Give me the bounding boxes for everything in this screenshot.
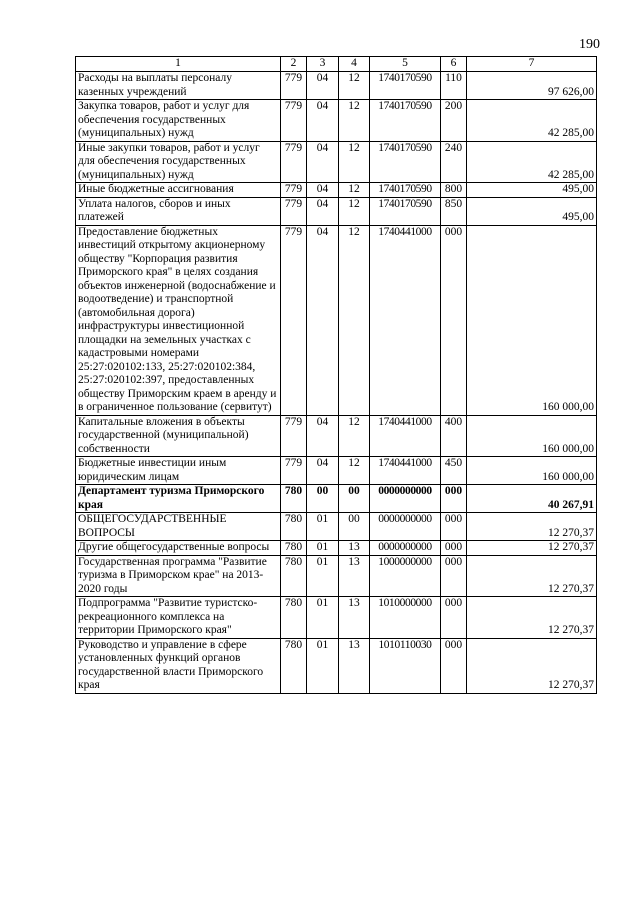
table-row [76,197,597,225]
page-number: 190 [579,37,600,52]
ministry-code: 779 [281,415,307,457]
section-code: 04 [307,225,339,415]
expense-type-code: 000 [441,513,467,541]
subsection-code: 12 [339,72,370,100]
table-row [76,555,597,597]
expense-type-code: 240 [441,141,467,183]
ministry-code: 779 [281,141,307,183]
row-name: Другие общегосударственные вопросы [76,541,281,556]
section-code: 04 [307,457,339,485]
section-code: 04 [307,141,339,183]
section-code: 04 [307,183,339,198]
amount: 12 270,37 [467,597,597,639]
ministry-code: 779 [281,72,307,100]
section-code: 01 [307,638,339,693]
subsection-code: 13 [339,638,370,693]
target-code: 1000000000 [370,555,441,597]
target-code: 1010000000 [370,597,441,639]
row-name: Иные бюджетные ассигнования [76,183,281,198]
subsection-code: 12 [339,415,370,457]
expense-type-code: 000 [441,638,467,693]
table-row [76,638,597,693]
target-code: 1740441000 [370,415,441,457]
ministry-code: 780 [281,638,307,693]
amount: 97 626,00 [467,72,597,100]
column-header: 1 [76,57,281,72]
section-code: 04 [307,72,339,100]
table-row [76,513,597,541]
table-row [76,72,597,100]
row-name: Руководство и управление в сфере установленных функций органов государственной власти Приморского края [76,638,281,693]
column-header: 4 [339,57,370,72]
amount: 160 000,00 [467,225,597,415]
ministry-code: 779 [281,225,307,415]
ministry-code: 780 [281,485,307,513]
target-code: 1740170590 [370,197,441,225]
column-header: 6 [441,57,467,72]
amount: 12 270,37 [467,555,597,597]
amount: 42 285,00 [467,100,597,142]
row-name: Подпрограмма "Развитие туристско-рекреационного комплекса на территории Приморского края" [76,597,281,639]
subsection-code: 12 [339,183,370,198]
target-code: 1010110030 [370,638,441,693]
target-code: 0000000000 [370,513,441,541]
subsection-code: 13 [339,555,370,597]
subsection-code: 13 [339,541,370,556]
amount: 40 267,91 [467,485,597,513]
target-code: 1740170590 [370,100,441,142]
amount: 42 285,00 [467,141,597,183]
amount: 495,00 [467,183,597,198]
subsection-code: 12 [339,457,370,485]
section-code: 04 [307,100,339,142]
expense-type-code: 850 [441,197,467,225]
row-name: Расходы на выплаты персоналу казенных учреждений [76,72,281,100]
table-row [76,597,597,639]
expense-type-code: 000 [441,597,467,639]
ministry-code: 779 [281,183,307,198]
table-row [76,415,597,457]
expense-type-code: 450 [441,457,467,485]
expense-type-code: 000 [441,555,467,597]
target-code: 1740170590 [370,141,441,183]
row-name: Государственная программа "Развитие туризма в Приморском крае" на 2013-2020 годы [76,555,281,597]
ministry-code: 779 [281,100,307,142]
table-header-row [76,57,597,72]
subsection-code: 00 [339,513,370,541]
target-code: 1740441000 [370,457,441,485]
column-header: 2 [281,57,307,72]
amount: 12 270,37 [467,541,597,556]
expense-type-code: 000 [441,485,467,513]
expense-type-code: 200 [441,100,467,142]
table-row [76,541,597,556]
table-row [76,457,597,485]
expense-type-code: 110 [441,72,467,100]
target-code: 0000000000 [370,485,441,513]
ministry-code: 780 [281,597,307,639]
column-header: 3 [307,57,339,72]
row-name: Капитальные вложения в объекты государственной (муниципальной) собственности [76,415,281,457]
target-code: 1740170590 [370,183,441,198]
subsection-code: 12 [339,141,370,183]
amount: 495,00 [467,197,597,225]
amount: 12 270,37 [467,513,597,541]
expense-type-code: 000 [441,541,467,556]
row-name: Бюджетные инвестиции иным юридическим лицам [76,457,281,485]
subsection-code: 12 [339,197,370,225]
ministry-code: 779 [281,197,307,225]
section-code: 01 [307,513,339,541]
column-header: 5 [370,57,441,72]
section-code: 04 [307,197,339,225]
subsection-code: 12 [339,225,370,415]
section-code: 01 [307,555,339,597]
ministry-code: 780 [281,555,307,597]
ministry-code: 779 [281,457,307,485]
amount: 12 270,37 [467,638,597,693]
section-code: 01 [307,597,339,639]
expense-type-code: 000 [441,225,467,415]
row-name: Уплата налогов, сборов и иных платежей [76,197,281,225]
expense-type-code: 800 [441,183,467,198]
target-code: 1740170590 [370,72,441,100]
target-code: 0000000000 [370,541,441,556]
row-name: Закупка товаров, работ и услуг для обеспечения государственных (муниципальных) нужд [76,100,281,142]
table-row [76,141,597,183]
row-name: Иные закупки товаров, работ и услуг для обеспечения государственных (муниципальных) нужд [76,141,281,183]
budget-table [75,56,597,694]
section-code: 00 [307,485,339,513]
ministry-code: 780 [281,513,307,541]
table-row [76,183,597,198]
target-code: 1740441000 [370,225,441,415]
expense-type-code: 400 [441,415,467,457]
row-name: Департамент туризма Приморского края [76,485,281,513]
subsection-code: 13 [339,597,370,639]
table-row [76,485,597,513]
amount: 160 000,00 [467,457,597,485]
amount: 160 000,00 [467,415,597,457]
table-row [76,225,597,415]
subsection-code: 12 [339,100,370,142]
table-row [76,100,597,142]
subsection-code: 00 [339,485,370,513]
row-name: ОБЩЕГОСУДАРСТВЕННЫЕ ВОПРОСЫ [76,513,281,541]
ministry-code: 780 [281,541,307,556]
section-code: 04 [307,415,339,457]
column-header: 7 [467,57,597,72]
row-name: Предоставление бюджетных инвестиций открытому акционерному обществу "Корпорация развития Приморского края" в целях создания объектов инженерной (водоснабжение и водоотведение) и транспортной (автомобильная дорога) инфраструктуры инвестиционной площадки на земельных участках с кадастровыми номерами 25:27:020102:133, 25:27:020102:384, 25:27:020102:397, предоставленных обществу Приморским краем в аренду и в ограниченное пользование (сервитут) [76,225,281,415]
section-code: 01 [307,541,339,556]
